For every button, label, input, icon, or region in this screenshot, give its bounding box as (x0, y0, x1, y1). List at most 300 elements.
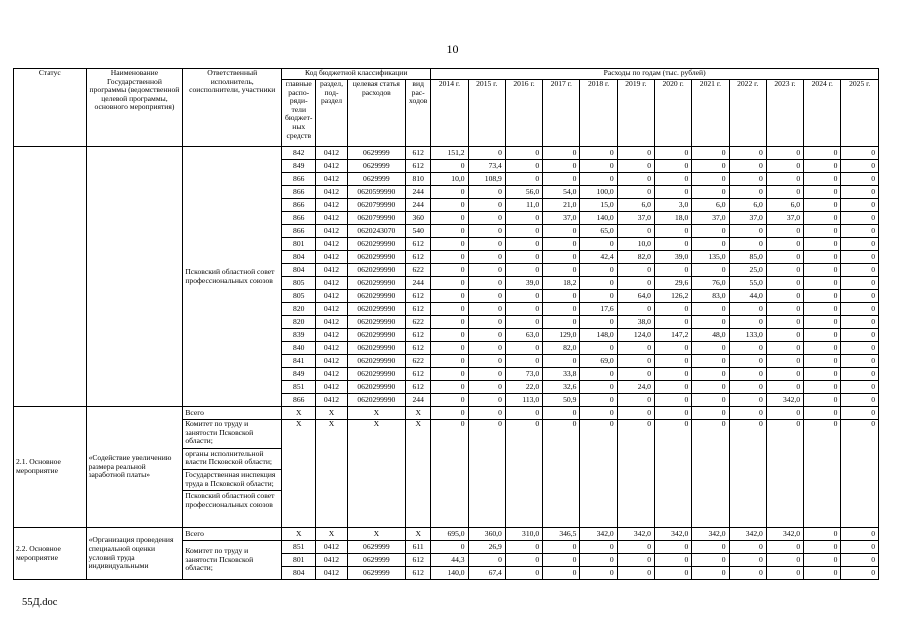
table-cell: 63,0 (505, 329, 542, 342)
header-expenses: Расходы по годам (тыс. рублей) (431, 69, 879, 80)
table-cell: 0620299990 (347, 251, 405, 264)
table-cell: X (347, 420, 405, 528)
table-cell: 622 (406, 355, 431, 368)
table-cell: 0 (580, 290, 617, 303)
table-cell: 10,0 (617, 238, 654, 251)
table-cell: 0 (617, 368, 654, 381)
table-cell: 82,0 (617, 251, 654, 264)
table-cell: X (347, 528, 405, 541)
table-cell: 44,3 (431, 554, 468, 567)
table-cell: 0 (692, 407, 729, 420)
table-cell: 0 (617, 186, 654, 199)
table-cell: 0 (431, 303, 468, 316)
table-cell: 0 (617, 277, 654, 290)
table-cell: 612 (406, 251, 431, 264)
table-cell: 804 (282, 567, 316, 580)
table-cell: 0 (468, 554, 505, 567)
table-cell: 0 (766, 355, 803, 368)
table-cell: 244 (406, 199, 431, 212)
table-cell: 0 (804, 342, 841, 355)
table-cell: 841 (282, 355, 316, 368)
table-row (14, 407, 879, 420)
table-cell: 0 (654, 303, 691, 316)
table-cell: 0 (692, 541, 729, 554)
executor-cell: Псковский областной совет профессиональных союзов (183, 147, 282, 407)
table-cell: 342,0 (692, 528, 729, 541)
table-cell: 0 (505, 316, 542, 329)
table-cell: 0620299990 (347, 381, 405, 394)
table-cell: 0629999 (347, 160, 405, 173)
table-cell: 612 (406, 290, 431, 303)
table-cell: 0 (804, 381, 841, 394)
table-cell: 0 (468, 381, 505, 394)
table-cell: 0 (766, 368, 803, 381)
table-cell: 0 (841, 238, 879, 251)
executor-cell (183, 420, 282, 528)
table-cell: 611 (406, 541, 431, 554)
table-cell: 0 (841, 225, 879, 238)
header-year: 2025 г. (841, 80, 879, 147)
table-cell: 0 (804, 277, 841, 290)
table-cell: 0 (804, 554, 841, 567)
table-cell: 0 (505, 355, 542, 368)
table-cell: 805 (282, 277, 316, 290)
table-cell: 0 (617, 394, 654, 407)
table-cell: 0 (766, 277, 803, 290)
table-cell: 360,0 (468, 528, 505, 541)
header-year: 2021 г. (692, 80, 729, 147)
table-cell: 0 (729, 567, 766, 580)
table-cell: 0 (543, 303, 580, 316)
table-cell: 113,0 (505, 394, 542, 407)
table-cell: 244 (406, 186, 431, 199)
table-cell: 0 (841, 316, 879, 329)
table-cell: 0412 (316, 554, 347, 567)
table-cell: 0 (729, 381, 766, 394)
table-cell: 0 (654, 147, 691, 160)
table-cell: 839 (282, 329, 316, 342)
table-cell: 85,0 (729, 251, 766, 264)
table-cell: 42,4 (580, 251, 617, 264)
table-cell: 0 (841, 554, 879, 567)
table-cell: 342,0 (729, 528, 766, 541)
table-cell: 0 (654, 238, 691, 251)
table-cell: 0 (804, 238, 841, 251)
table-cell: 0 (654, 541, 691, 554)
table-cell: 0 (580, 368, 617, 381)
table-cell: 0 (692, 567, 729, 580)
table-cell: 851 (282, 381, 316, 394)
table-cell: 0 (468, 212, 505, 225)
table-cell: 69,0 (580, 355, 617, 368)
table-cell: 0 (468, 147, 505, 160)
table-cell: 342,0 (654, 528, 691, 541)
table-cell: X (316, 407, 347, 420)
header-year: 2024 г. (804, 80, 841, 147)
table-cell: 73,0 (505, 368, 542, 381)
table-cell: 140,0 (580, 212, 617, 225)
table-cell: 849 (282, 160, 316, 173)
budget-table (13, 68, 879, 580)
table-cell: 24,0 (617, 381, 654, 394)
table-cell: 0 (841, 329, 879, 342)
table-cell: 0 (505, 554, 542, 567)
table-cell: 342,0 (766, 394, 803, 407)
table-cell: 0 (692, 381, 729, 394)
table-cell: Всего (183, 407, 282, 420)
table-cell: 0 (617, 173, 654, 186)
table-cell: 0620299990 (347, 355, 405, 368)
table-cell: 0 (543, 173, 580, 186)
table-cell: 0 (841, 290, 879, 303)
name-cell: «Содействие увеличению размера реальной заработной платы» (86, 407, 183, 528)
table-cell: 0620299990 (347, 238, 405, 251)
table-cell: 0 (580, 160, 617, 173)
table-cell: 0 (468, 186, 505, 199)
table-cell: 0 (766, 567, 803, 580)
table-cell: 0 (505, 567, 542, 580)
table-cell: 50,9 (543, 394, 580, 407)
name-cell (86, 147, 183, 407)
table-cell: 0 (766, 160, 803, 173)
table-cell: 0 (841, 541, 879, 554)
table-cell: 11,0 (505, 199, 542, 212)
table-cell: 342,0 (617, 528, 654, 541)
table-cell: 0 (766, 238, 803, 251)
table-cell: 0412 (316, 238, 347, 251)
table-cell: 0 (543, 225, 580, 238)
table-cell: 32,6 (543, 381, 580, 394)
table-cell: 0 (505, 407, 542, 420)
table-cell: 0 (692, 342, 729, 355)
table-cell: 0 (804, 528, 841, 541)
table-cell: 0 (431, 290, 468, 303)
table-cell: 0 (654, 186, 691, 199)
table-cell: 0 (580, 554, 617, 567)
table-cell: 342,0 (766, 528, 803, 541)
table-cell: 0 (431, 381, 468, 394)
table-cell: 0 (543, 160, 580, 173)
table-cell: 0 (841, 303, 879, 316)
table-cell: 10,0 (431, 173, 468, 186)
header-year: 2018 г. (580, 80, 617, 147)
table-cell: 0620299990 (347, 277, 405, 290)
table-cell: 15,0 (580, 199, 617, 212)
table-cell: 0 (543, 554, 580, 567)
table-cell: 0 (431, 251, 468, 264)
table-cell: 0620299990 (347, 394, 405, 407)
table-cell: 0 (804, 225, 841, 238)
table-cell: 0 (505, 212, 542, 225)
table-cell: 0412 (316, 251, 347, 264)
table-cell: 0 (468, 355, 505, 368)
table-cell: 0 (804, 290, 841, 303)
table-cell: 0 (505, 290, 542, 303)
table-cell: 0 (431, 212, 468, 225)
table-cell: 0412 (316, 147, 347, 160)
table-cell: 0629999 (347, 567, 405, 580)
header-year: 2017 г. (543, 80, 580, 147)
table-cell: X (316, 420, 347, 528)
table-cell: 0 (468, 264, 505, 277)
table-cell: 3,0 (654, 199, 691, 212)
table-cell: 0620299990 (347, 368, 405, 381)
table-cell: 135,0 (692, 251, 729, 264)
table-cell: 0 (543, 238, 580, 251)
table-cell: 695,0 (431, 528, 468, 541)
table-cell: 0 (692, 368, 729, 381)
table-cell: 842 (282, 147, 316, 160)
table-cell: 0 (505, 541, 542, 554)
table-cell: 17,6 (580, 303, 617, 316)
table-cell: 37,0 (766, 212, 803, 225)
table-cell: 0 (505, 420, 542, 528)
table-cell: X (316, 528, 347, 541)
table-cell: 0 (431, 329, 468, 342)
table-cell: 0 (654, 394, 691, 407)
table-cell: 0 (580, 277, 617, 290)
table-cell: X (282, 420, 316, 528)
table-cell: 0 (841, 342, 879, 355)
header-grbs: главные распо-ряди-тели бюджет-ных средств (282, 80, 316, 147)
header-name: Наименование Государственной программы (ведомственной целевой программы, основного мероприятия) (86, 69, 183, 147)
table-cell: 0 (505, 225, 542, 238)
table-cell: 0 (766, 251, 803, 264)
table-cell: 0 (543, 355, 580, 368)
table-cell: 0 (692, 554, 729, 567)
table-cell: 0 (468, 394, 505, 407)
table-cell: 804 (282, 251, 316, 264)
table-cell: 18,2 (543, 277, 580, 290)
table-cell: 73,4 (468, 160, 505, 173)
table-cell: X (406, 420, 431, 528)
table-cell: X (282, 528, 316, 541)
table-cell: 0412 (316, 199, 347, 212)
table-cell: 0 (431, 160, 468, 173)
table-cell: 0 (729, 554, 766, 567)
table-cell: 0620299990 (347, 264, 405, 277)
table-cell: 840 (282, 342, 316, 355)
table-cell: 0 (580, 567, 617, 580)
table-cell: 0 (468, 238, 505, 251)
table-cell: 0 (841, 147, 879, 160)
status-cell (14, 147, 87, 407)
header-year: 2020 г. (654, 80, 691, 147)
table-cell: 25,0 (729, 264, 766, 277)
table-cell: 0 (431, 394, 468, 407)
table-cell: 0 (841, 251, 879, 264)
table-cell: 0 (431, 420, 468, 528)
table-cell: 612 (406, 342, 431, 355)
table-cell: 622 (406, 316, 431, 329)
table-cell: 21,0 (543, 199, 580, 212)
table-cell: 0 (841, 528, 879, 541)
table-cell: 244 (406, 277, 431, 290)
table-cell: 82,0 (543, 342, 580, 355)
table-cell: 0 (543, 567, 580, 580)
table-cell: 56,0 (505, 186, 542, 199)
table-cell: 0 (729, 186, 766, 199)
table-cell: 612 (406, 147, 431, 160)
table-cell: 0 (654, 554, 691, 567)
table-cell: 6,0 (692, 199, 729, 212)
table-cell: 0412 (316, 277, 347, 290)
table-cell: 0 (692, 355, 729, 368)
table-cell: 0 (580, 342, 617, 355)
table-cell: Всего (183, 528, 282, 541)
table-cell: 0412 (316, 186, 347, 199)
table-row (14, 147, 879, 160)
table-cell: 0 (654, 173, 691, 186)
table-cell: X (347, 407, 405, 420)
table-cell: 0 (692, 186, 729, 199)
executor-entry: органы исполнительной власти Псковской области; (183, 448, 281, 467)
table-cell: 6,0 (729, 199, 766, 212)
table-cell: 65,0 (580, 225, 617, 238)
table-cell: 0 (766, 264, 803, 277)
table-cell: 0 (543, 251, 580, 264)
table-row (14, 528, 879, 541)
table-cell: 0 (431, 407, 468, 420)
table-cell: 0 (431, 186, 468, 199)
table-cell: 0 (729, 160, 766, 173)
status-cell: 2.2. Основное мероприятие (14, 528, 87, 580)
table-cell: 0 (431, 368, 468, 381)
table-cell: 0412 (316, 329, 347, 342)
table-cell: 151,2 (431, 147, 468, 160)
table-cell: 0620799990 (347, 212, 405, 225)
table-cell: 37,0 (543, 212, 580, 225)
table-cell: 0412 (316, 160, 347, 173)
table-cell: 866 (282, 212, 316, 225)
header-status: Статус (14, 69, 87, 147)
table-cell: 0620599990 (347, 186, 405, 199)
table-cell: 0412 (316, 316, 347, 329)
table-cell: 29,6 (654, 277, 691, 290)
table-cell: 64,0 (617, 290, 654, 303)
name-cell: «Организация проведения специальной оценки условий труда индивидуальными (86, 528, 183, 580)
table-cell: 0 (543, 290, 580, 303)
table-cell: 0 (804, 186, 841, 199)
table-cell: 0 (729, 407, 766, 420)
table-cell: 805 (282, 290, 316, 303)
table-cell: 612 (406, 554, 431, 567)
table-cell: 244 (406, 394, 431, 407)
table-cell: 0 (431, 316, 468, 329)
table-cell: 0 (692, 264, 729, 277)
table-cell: 0 (468, 316, 505, 329)
table-cell: 0 (468, 303, 505, 316)
table-cell: 0 (654, 381, 691, 394)
table-cell: 6,0 (766, 199, 803, 212)
table-cell: 0 (729, 238, 766, 251)
table-cell: 22,0 (505, 381, 542, 394)
header-rzpr: раздел, под-раздел (316, 80, 347, 147)
table-cell: 0629999 (347, 173, 405, 186)
table-cell: 0 (692, 238, 729, 251)
table-cell: 6,0 (617, 199, 654, 212)
table-cell: 0 (654, 407, 691, 420)
table-cell: 0 (654, 420, 691, 528)
header-year: 2015 г. (468, 80, 505, 147)
table-cell: 0 (841, 381, 879, 394)
table-cell: 612 (406, 238, 431, 251)
table-cell: 0620299990 (347, 303, 405, 316)
table-cell: 0412 (316, 567, 347, 580)
table-cell: 0 (766, 316, 803, 329)
table-cell: 0 (766, 147, 803, 160)
table-cell: 0 (841, 160, 879, 173)
table-cell: 0 (804, 329, 841, 342)
table-cell: 0629999 (347, 541, 405, 554)
table-cell: 0412 (316, 355, 347, 368)
table-cell: 0 (431, 342, 468, 355)
table-cell: 0 (692, 303, 729, 316)
header-year: 2016 г. (505, 80, 542, 147)
table-cell: 0 (804, 303, 841, 316)
table-cell: 0 (431, 355, 468, 368)
table-cell: 0 (505, 160, 542, 173)
table-cell: 0 (841, 407, 879, 420)
table-cell: 0 (431, 541, 468, 554)
table-cell: 26,9 (468, 541, 505, 554)
table-cell: 0 (841, 173, 879, 186)
table-cell: 54,0 (543, 186, 580, 199)
table-cell: 0 (692, 316, 729, 329)
table-cell: 0 (505, 264, 542, 277)
table-cell: 0 (766, 381, 803, 394)
header-year: 2014 г. (431, 80, 468, 147)
table-cell: 0 (580, 238, 617, 251)
table-cell: 0 (729, 355, 766, 368)
table-cell: 0 (804, 567, 841, 580)
table-cell: 0620299990 (347, 290, 405, 303)
table-cell: 0 (729, 303, 766, 316)
table-cell: 147,2 (654, 329, 691, 342)
table-cell: 0 (841, 355, 879, 368)
table-cell: 140,0 (431, 567, 468, 580)
table-cell: 0 (804, 264, 841, 277)
table-cell: 0 (729, 225, 766, 238)
table-cell: 48,0 (692, 329, 729, 342)
table-cell: 100,0 (580, 186, 617, 199)
table-cell: 801 (282, 554, 316, 567)
table-cell: 0 (804, 368, 841, 381)
table-cell: 0 (580, 173, 617, 186)
executor-entry: Псковский областной совет профессиональных союзов (183, 490, 281, 509)
table-cell: 0 (654, 160, 691, 173)
table-cell: 0 (468, 342, 505, 355)
table-cell: 612 (406, 303, 431, 316)
table-cell: 0 (580, 264, 617, 277)
table-cell: 0 (468, 199, 505, 212)
table-cell: 0 (617, 303, 654, 316)
table-cell: 0 (468, 277, 505, 290)
table-cell: 0 (841, 186, 879, 199)
table-cell: 0 (766, 420, 803, 528)
table-cell: 0 (617, 355, 654, 368)
table-cell: 0412 (316, 303, 347, 316)
table-cell: 0 (468, 225, 505, 238)
table-cell: 0 (543, 541, 580, 554)
table-cell: 0 (580, 316, 617, 329)
table-cell: X (282, 407, 316, 420)
table-cell: 0412 (316, 541, 347, 554)
table-cell: 0 (766, 329, 803, 342)
table-cell: 0 (692, 147, 729, 160)
table-cell: 0 (431, 199, 468, 212)
table-cell: 83,0 (692, 290, 729, 303)
